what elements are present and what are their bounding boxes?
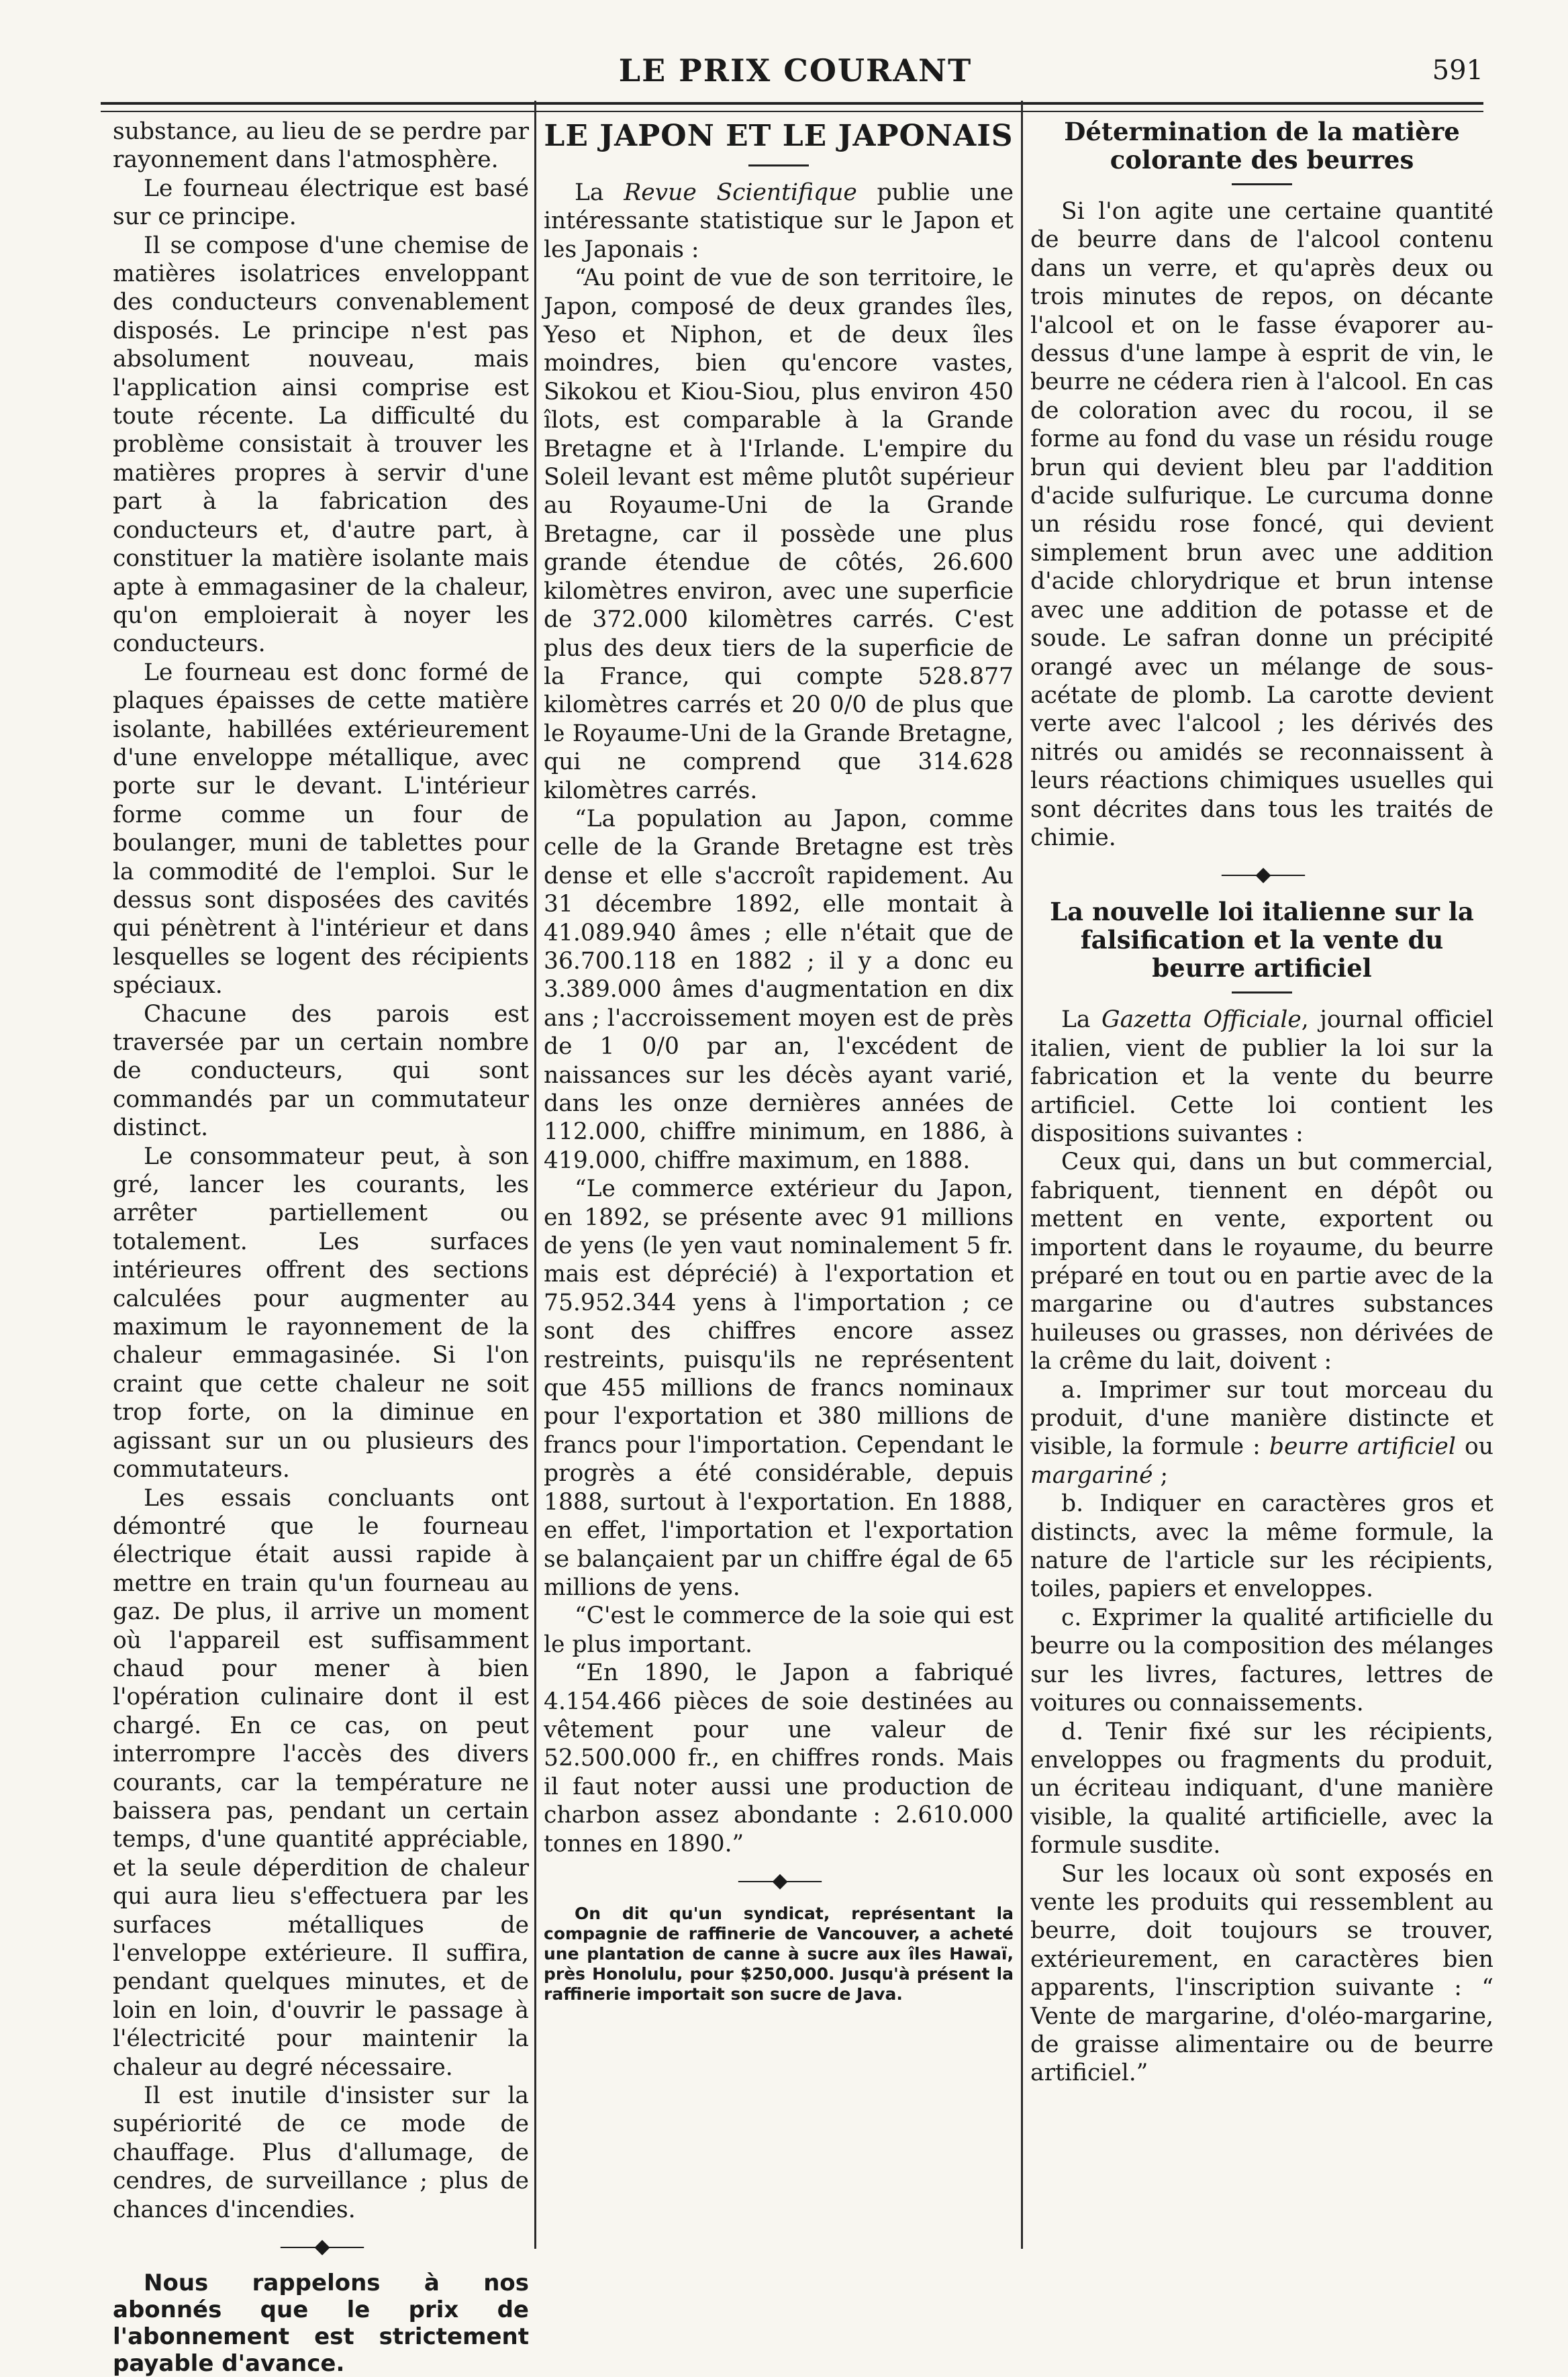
paragraph: Chacune des parois est traversée par un certain nombre de conducteurs, qui sont commandés par un commutateur distinct. [113,1000,529,1142]
law-item-d: d. Tenir fixé sur les récipients, enveloppes ou fragments du produit, un écriteau indiquant, d'une manière visible, la qualité artificielle, avec la formule susdite. [1030,1718,1493,1859]
paragraph: “C'est le commerce de la soie qui est le plus important. [544,1602,1014,1658]
ornament-divider: ——◆—— [1220,863,1304,887]
paragraph: Les essais concluants ont démontré que le fourneau électrique était aussi rapide à mettre en train qu'un fourneau au gaz. De plus, il arrive un moment où l'appareil est suffisamment chaud pour mener à bien l'opération culinaire dont il est chargé. En ce cas, on peut interrompre l'accès des divers courants, car la température ne baissera pas, pendant un certain temps, d'une quantité appréciable, et la seule déperdition de chaleur qui aura lieu s'effectuera par les surfaces métalliques de l'enveloppe extérieure. Il suffira, pendant quelques minutes, et de loin en loin, d'ouvrir le passage à l'électricité pour maintenir la chaleur au degré nécessaire. [113,1484,529,2081]
paragraph: Il se compose d'une chemise de matières isolatrices enveloppant des conducteurs convenablement disposés. Le principe n'est pas absolument nouveau, mais l'application ainsi comprise est toute récente. La difficulté du problème consistait à trouver les matières propres à servir d'une part à la fabrication des conducteurs et, d'autre part, à constituer la matière isolante mais apte à emmagasiner de la chaleur, qu'on emploierait à noyer les conducteurs. [113,232,529,658]
paragraph: “Au point de vue de son territoire, le Japon, composé de deux grandes îles, Yeso et Niphon, et de deux îles moindres, bien qu'encore vastes, Sikokou et Kiou-Siou, plus environ 450 îlots, est comparable à la Grande Bretagne et à l'Irlande. L'empire du Soleil levant est même plutôt supérieur au Royaume-Uni de la Grande Bretagne, car il possède une plus grande étendue de côtés, 26.600 kilomètres environ, avec une superficie de 372.000 kilomètres carrés. C'est plus des deux tiers de la superficie de la France, qui compte 528.877 kilomètres carrés et 20 0/0 de plus que le Royaume-Uni de la Grande Bretagne, qui ne comprend que 314.628 kilomètres carrés. [544,264,1014,804]
law-item-c: c. Exprimer la qualité artificielle du beurre ou la composition des mélanges sur les livres, factures, lettres de voitures ou connaissements. [1030,1604,1493,1717]
law-item-a: a. Imprimer sur tout morceau du produit, d'une manière distincte et visible, la formule : beurre artificiel ou margariné ; [1030,1376,1493,1489]
page-number: 591 [1432,55,1483,86]
title-rule [1232,991,1292,993]
article-title-loi-italienne: La nouvelle loi italienne sur la falsification et la vente du beurre artificiel [1050,897,1474,983]
article-title-beurres: Détermination de la matière colorante des beurres [1064,117,1460,175]
paragraph: Le fourneau est donc formé de plaques épaisses de cette matière isolante, habillées extérieurement d'une enveloppe métallique, avec porte sur le devant. L'intérieur forme comme un four de boulanger, muni de tablettes pour la commodité de l'emploi. Sur le dessus sont disposées des cavités qui pénètrent à l'intérieur et dans lesquelles se logent des récipients spéciaux. [113,659,529,1000]
paragraph: “Le commerce extérieur du Japon, en 1892, se présente avec 91 millions de yens (le yen vaut nominalement 5 fr. mais est déprécié) à l'exportation et 75.952.344 yens à l'importation ; ce sont des chiffres encore assez restreints, puisqu'ils ne représentent que 455 millions de francs nominaux pour l'exportation et 380 millions de francs pour l'importation. Cependant le progrès a été considérable, depuis 1888, surtout à l'exportation. En 1888, en effet, l'importation et l'exportation se balançaient par un chiffre égal de 65 millions de yens. [544,1175,1014,1601]
article-title-japon: LE JAPON ET LE JAPONAIS [544,119,1014,153]
law-intro: La Gazetta Officiale, journal officiel italien, vient de publier la loi sur la fabrication et la vente du beurre artificiel. Cette loi contient les dispositions suivantes : [1030,1006,1493,1147]
paragraph: Si l'on agite une certaine quantité de beurre dans de l'alcool contenu dans un verre, et qu'après deux ou trois minutes de repos, on décante l'alcool et on le fasse évaporer au-dessus d'une lampe à esprit de vin, le beurre ne cédera rien à l'alcool. En cas de coloration avec du rocou, il se forme au fond du vase un résidu rouge brun qui devient bleu par l'addition d'acide sulfurique. Le curcuma donne un résidu rose foncé, qui devient simplement brun avec une addition d'acide chlorydrique et brun intense avec une addition de potasse et de soude. Le safran donne un précipité orangé avec un mélange de sous-acétate de plomb. La carotte devient verte avec l'alcool ; les dérivés des nitrés ou amidés se reconnaissent à leurs réactions chimiques usuelles qui sont décrites dans tous les traités de chimie. [1030,198,1493,851]
subscription-notice: Nous rappelons à nos abonnés que le prix de l'abonnement est strictement payable d'avance. [113,2270,529,2377]
ornament-divider: ——◆—— [737,1868,820,1892]
column-divider [1021,101,1023,2249]
column-divider [534,101,536,2249]
header-rule [101,102,1483,112]
paragraph: Il est inutile d'insister sur la supériorité de ce mode de chauffage. Plus d'allumage, de cendres, de surveillance ; plus de chances d'incendies. [113,2082,529,2223]
paragraph: Le fourneau électrique est basé sur ce principe. [113,175,529,231]
article-intro: La Revue Scientifique publie une intéressante statistique sur le Japon et les Japonais : [544,179,1014,263]
column-3 [1030,117,1493,2252]
source-name: Revue Scientifique [624,179,857,206]
publication-title: LE PRIX COURANT [618,52,973,89]
law-item-b: b. Indiquer en caractères gros et distincts, avec la même formule, la nature de l'article sur les récipients, toiles, papiers et enveloppes. [1030,1490,1493,1603]
title-rule [748,164,809,166]
masthead [107,52,1483,93]
ornament-divider: ——◆—— [279,2235,362,2259]
paragraph: Le consommateur peut, à son gré, lancer les courants, les arrêter partiellement ou totalement. Les surfaces intérieures offrent des sections calculées pour augmenter au maximum le rayonnement de la chaleur emmagasinée. Si l'on craint que cette chaleur ne soit trop forte, on la diminue en agissant sur un ou plusieurs des commutateurs. [113,1143,529,1484]
paragraph: “La population au Japon, comme celle de la Grande Bretagne est très dense et elle s'accroît rapidement. Au 31 décembre 1892, elle montait à 41.089.940 âmes ; elle n'était que de 36.700.118 en 1882 ; il y a donc eu 3.389.000 âmes d'augmentation en dix ans ; l'accroissement moyen est de près de 1 0/0 par an, l'excédent de naissances sur les décès ayant varié, dans les onze dernières années de 112.000, chiffre minimum, en 1886, à 419.000, chiffre maximum, en 1888. [544,805,1014,1174]
paragraph: substance, au lieu de se perdre par rayonnement dans l'atmosphère. [113,118,529,174]
source-name: Gazetta Officiale [1101,1006,1302,1034]
paragraph: Sur les locaux où sont exposés en vente les produits qui ressemblent au beurre, doit toujours se trouver, extérieurement, en caractères bien apparents, l'inscription suivante : “ Vente de margarine, d'oléo-margarine, de graisse alimentaire ou de beurre artificiel.” [1030,1860,1493,2087]
column-1 [113,117,529,2377]
title-rule [1232,183,1292,185]
news-brief: On dit qu'un syndicat, représentant la compagnie de raffinerie de Vancouver, a acheté une plantation de canne à sucre aux îles Hawaï, près Honolulu, pour $250,000. Jusqu'à présent la raffinerie importait son sucre de Java. [544,1903,1014,2004]
column-2 [544,117,1014,2252]
paragraph: “En 1890, le Japon a fabriqué 4.154.466 pièces de soie destinées au vêtement pour une valeur de 52.500.000 fr., en chiffres ronds. Mais il faut noter aussi une production de charbon assez abondante : 2.610.000 tonnes en 1890.” [544,1659,1014,1857]
paragraph: Ceux qui, dans un but commercial, fabriquent, tiennent en dépôt ou mettent en vente, exportent ou importent dans le royaume, du beurre préparé en tout ou en partie avec de la margarine ou d'autres substances huileuses ou grasses, non dérivées de la crême du lait, doivent : [1030,1149,1493,1375]
